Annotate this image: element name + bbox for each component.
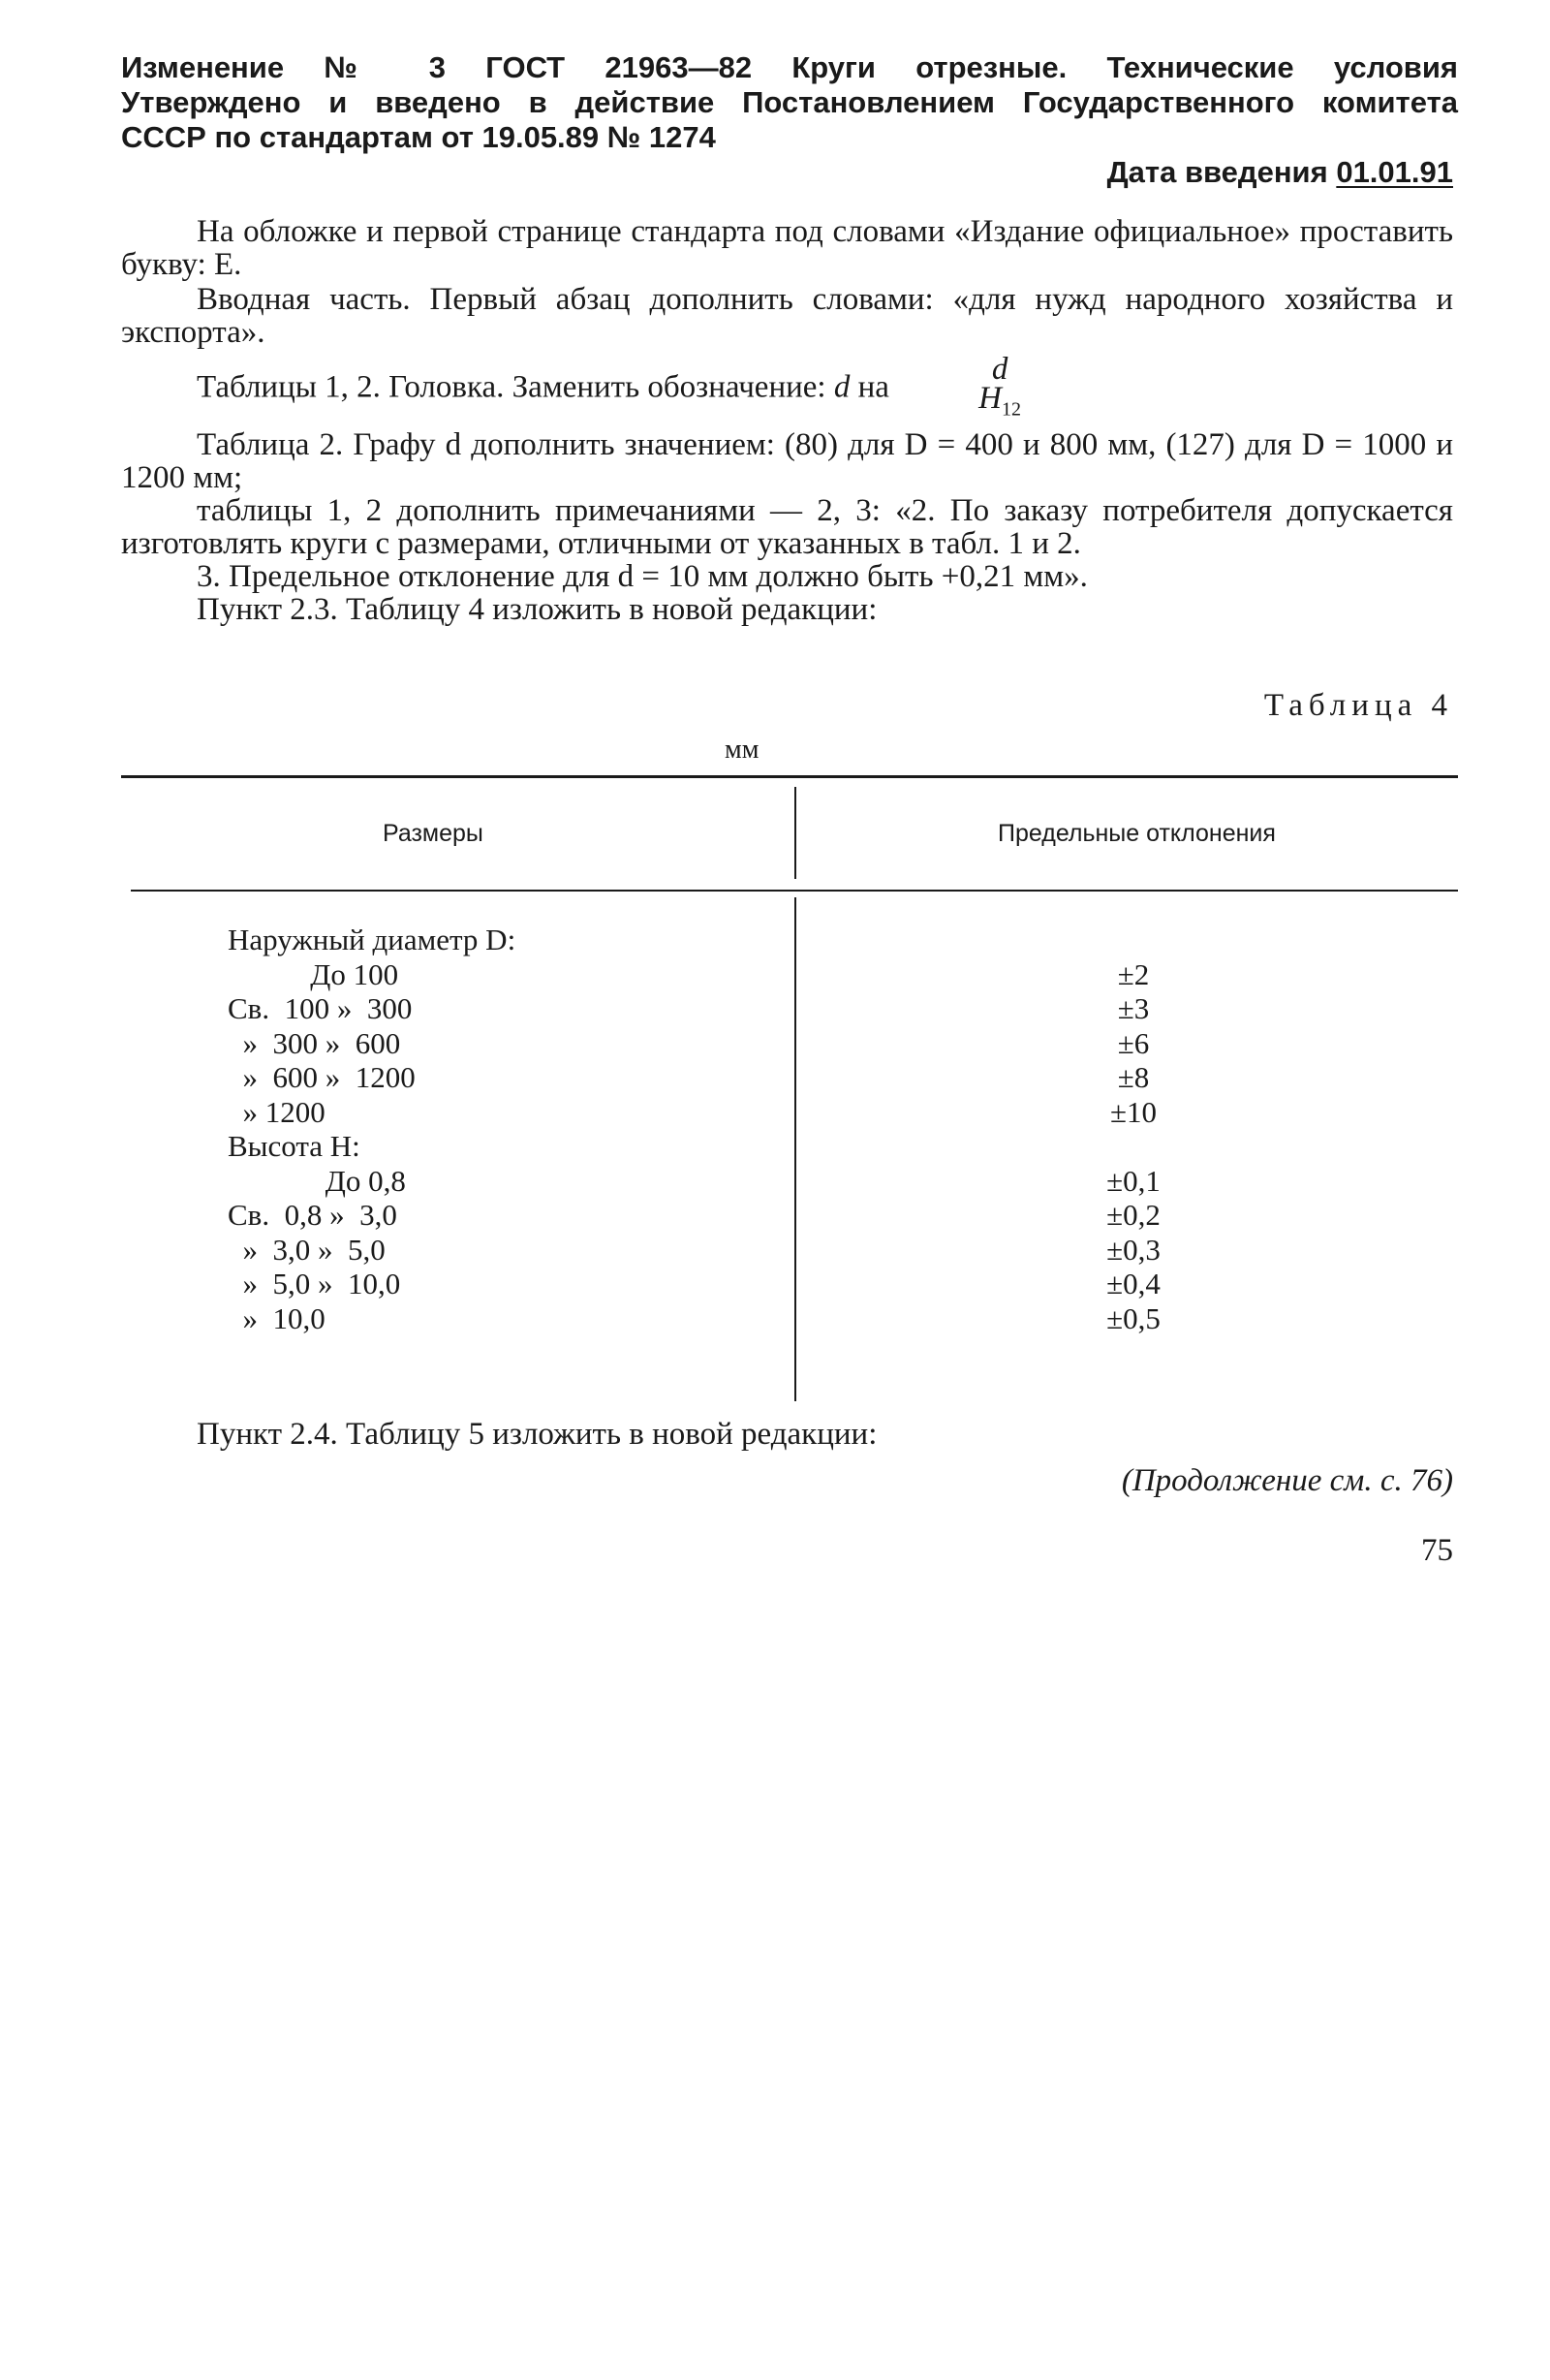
table-row — [121, 1164, 1458, 1199]
document-heading — [121, 50, 1458, 155]
row-deviation: ±3 — [1117, 991, 1150, 1025]
paragraph-table2-column: Таблица 2. Графу d дополнить значением: (80) для D = 400 и 800 мм, (127) для D = 1000 и 1200 мм; — [121, 426, 1453, 495]
after-table-text — [121, 1417, 1458, 1453]
table-row — [121, 1267, 1458, 1301]
row-deviation: ±0,4 — [1106, 1267, 1161, 1300]
table-row — [121, 923, 1458, 957]
table-row — [121, 1026, 1458, 1061]
table-row — [121, 1301, 1458, 1336]
row-size: Св. 100 » 300 — [228, 991, 413, 1025]
table-header-rule — [131, 890, 1458, 892]
row-deviation: ±0,2 — [1106, 1198, 1161, 1232]
table-header-divider — [794, 787, 796, 879]
fraction-denominator-letter: H — [978, 381, 1002, 416]
row-size: » 300 » 600 — [228, 1025, 401, 1060]
table-top-rule — [121, 775, 1458, 778]
table-row — [121, 991, 1458, 1026]
paragraph-notes: таблицы 1, 2 дополнить примечаниями — 2, 3: «2. По заказу потребителя допускается изготовлять круги с размерами, отличными от указанных в табл. 1 и 2. — [121, 492, 1453, 561]
paragraph-intro: Вводная часть. Первый абзац дополнить словами: «для нужд народного хозяйства и экспорта». — [121, 282, 1453, 350]
continuation-note: (Продолжение см. с. 76) — [1121, 1463, 1453, 1498]
row-deviation: ±8 — [1117, 1060, 1150, 1094]
fraction-d-over-h12 — [903, 352, 1021, 424]
row-size: » 3,0 » 5,0 — [228, 1232, 386, 1267]
row-deviation: ±0,5 — [1106, 1300, 1161, 1335]
word-na: на — [857, 369, 889, 405]
fraction-denominator — [903, 381, 1021, 424]
table-row — [121, 1198, 1458, 1233]
row-size: Наружный диаметр D: — [228, 923, 516, 956]
row-deviation: ±0,3 — [1106, 1232, 1161, 1267]
amendment-text — [121, 215, 1453, 626]
table-row — [121, 1095, 1458, 1130]
paragraph-item-2-3: Пункт 2.3. Таблицу 4 изложить в новой редакции: — [197, 591, 878, 627]
heading-line-1: Изменение № 3 ГОСТ 21963—82 Круги отрезные. Технические условия — [121, 50, 1458, 84]
row-size: » 1200 — [228, 1094, 326, 1129]
paragraph-cover: На обложке и первой странице стандарта под словами «Издание официальное» проставить букву: Е. — [121, 214, 1453, 282]
row-size: » 5,0 » 10,0 — [228, 1267, 401, 1300]
paragraph-head-designation — [121, 352, 1453, 424]
table-row — [121, 1060, 1458, 1095]
effective-date-value: 01.01.91 — [1336, 155, 1453, 189]
row-size: » 10,0 — [228, 1300, 326, 1335]
symbol-d: d — [833, 369, 851, 405]
row-size: Высота H: — [228, 1129, 360, 1163]
page-number: 75 — [1421, 1533, 1453, 1568]
heading-line-2: Утверждено и введено в действие Постановлением Государственного комитета — [121, 85, 1458, 119]
column-header-sizes: Размеры — [383, 820, 483, 847]
row-deviation: ±6 — [1117, 1025, 1150, 1060]
effective-date-label: Дата введения — [1106, 155, 1328, 189]
row-size: Св. 0,8 » 3,0 — [228, 1198, 397, 1232]
row-size: » 600 » 1200 — [228, 1060, 416, 1094]
table-row — [121, 1129, 1458, 1164]
table-row — [121, 957, 1458, 992]
paragraph-tolerance: 3. Предельное отклонение для d = 10 мм должно быть +0,21 мм». — [197, 558, 1088, 594]
table-units: мм — [725, 735, 760, 765]
table-body — [121, 923, 1458, 1335]
table-caption: Таблица 4 — [1263, 688, 1453, 723]
fraction-denominator-subscript: 12 — [1001, 398, 1021, 421]
paragraph-item-2-4: Пункт 2.4. Таблицу 5 изложить в новой редакции: — [197, 1417, 878, 1452]
column-header-deviations: Предельные отклонения — [998, 820, 1276, 847]
row-size: До 100 — [228, 956, 399, 991]
heading-line-3: СССР по стандартам от 19.05.89 № 1274 — [121, 120, 716, 154]
row-deviation: ±0,1 — [1106, 1163, 1161, 1198]
fraction-numerator: d — [991, 352, 1008, 387]
row-size: До 0,8 — [228, 1163, 406, 1198]
table-4 — [121, 775, 1458, 1405]
row-deviation: ±2 — [1117, 956, 1150, 991]
paragraph-head-text: Таблицы 1, 2. Головка. Заменить обозначение: — [197, 369, 826, 405]
effective-date — [1107, 155, 1453, 190]
row-deviation: ±10 — [1109, 1094, 1157, 1129]
table-row — [121, 1233, 1458, 1268]
